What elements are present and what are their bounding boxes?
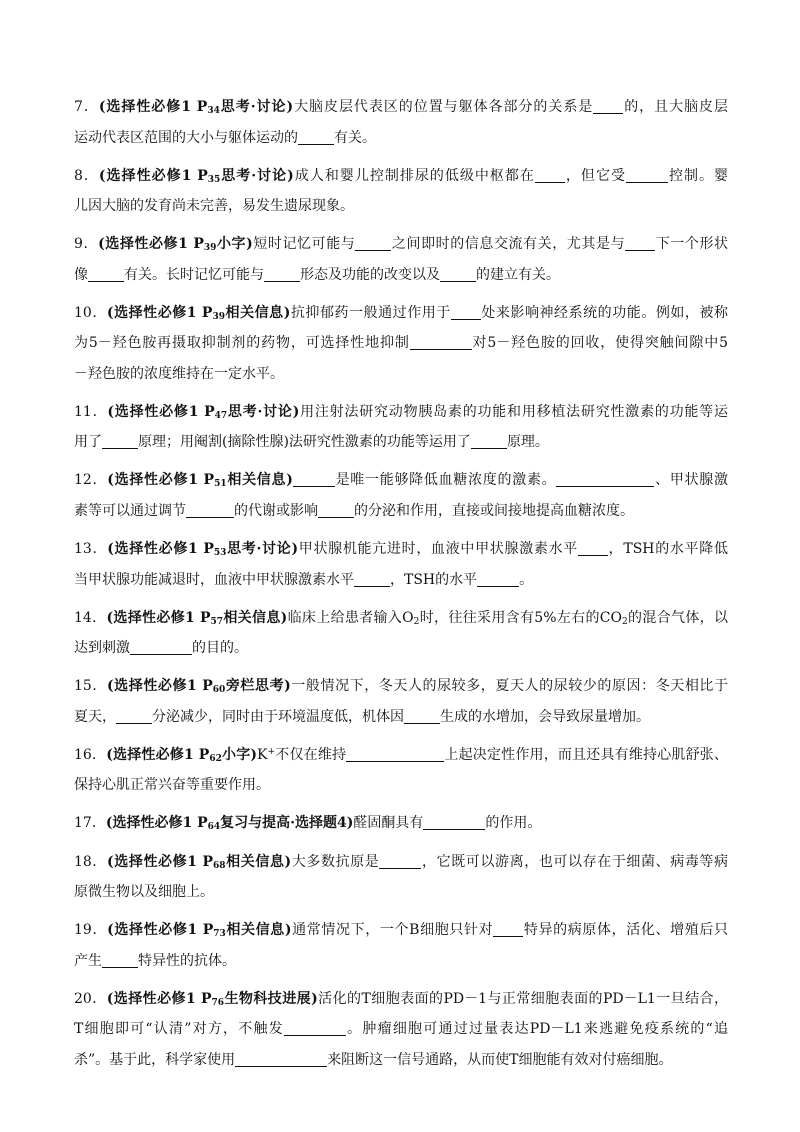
- question-number: 17．: [74, 815, 106, 832]
- question-number: 15．: [74, 678, 107, 695]
- fill-blank[interactable]: [578, 540, 608, 556]
- question-13: 13．(选择性必修1 $P_{53}$思考·讨论)甲状腺机能亢进时，血液中甲状腺激素水平 ，TSH的水平降低 当甲状腺功能减退时，血液中甲状腺激素水平 ，TSH的水平 。: [74, 541, 728, 588]
- question-source: (选择性必修1 $P_{35}$思考·讨论): [98, 167, 294, 185]
- fill-blank[interactable]: [556, 471, 654, 487]
- fill-blank[interactable]: [477, 571, 519, 587]
- question-number: 9．: [74, 236, 99, 253]
- question-number: 16．: [74, 746, 107, 763]
- fill-blank[interactable]: [130, 639, 192, 655]
- fill-blank[interactable]: [440, 266, 476, 282]
- fill-blank[interactable]: [493, 921, 523, 937]
- fill-blank[interactable]: [354, 571, 390, 587]
- question-source: (选择性必修1 $P_{57}$相关信息): [106, 609, 288, 627]
- fill-blank[interactable]: [235, 1051, 327, 1067]
- question-source: (选择性必修1 $P_{73}$相关信息): [107, 922, 292, 940]
- question-source: (选择性必修1 $P_{76}$生物科技进展): [106, 990, 318, 1008]
- fill-blank[interactable]: [186, 502, 234, 518]
- question-11: 11．(选择性必修1 $P_{47}$思考·讨论)用注射法研究动物胰岛素的功能和用移植法研究性激素的功能等运 用了 原理；用阉割(摘除性腺)法研究性激素的功能等运用了 原理。: [74, 403, 728, 451]
- fill-blank[interactable]: [626, 167, 668, 183]
- fill-blank[interactable]: [116, 708, 152, 724]
- fill-blank[interactable]: [410, 334, 472, 350]
- fill-blank[interactable]: [298, 129, 334, 145]
- question-source: (选择性必修1 $P_{39}$小字): [98, 236, 253, 254]
- fill-blank[interactable]: [451, 304, 481, 320]
- fill-blank[interactable]: [379, 853, 421, 869]
- fill-blank[interactable]: [593, 98, 623, 114]
- question-10: 10．(选择性必修1 $P_{39}$相关信息)抗抑郁药一般通过作用于 处来影响神经系统的功能。例如，被称 为5－羟色胺再摄取抑制剂的药物，可选择性地抑制 对5－羟色胺的回收，使得突触间隙中5 －羟色胺的浓度维持在一定水平。: [74, 304, 728, 382]
- question-8: 8．(选择性必修1 $P_{35}$思考·讨论)成人和婴儿控制排尿的低级中枢都在 ，但它受 控制。婴 儿因大脑的发育尚未完善，易发生遗尿现象。: [74, 167, 728, 215]
- fill-blank[interactable]: [535, 167, 565, 183]
- fill-blank[interactable]: [423, 814, 485, 830]
- question-number: 10．: [74, 304, 107, 321]
- fill-blank[interactable]: [625, 235, 655, 251]
- question-7: 7．(选择性必修1 $P_{34}$思考·讨论)大脑皮层代表区的位置与躯体各部分的关系是 的，且大脑皮层 运动代表区范围的大小与躯体运动的 有关。: [74, 99, 728, 146]
- fill-blank[interactable]: [88, 266, 124, 282]
- question-source: (选择性必修1 $P_{34}$思考·讨论): [98, 99, 294, 116]
- question-17: 17．(选择性必修1 $P_{64}$复习与提高·选择题4)醛固酮具有 的作用。: [74, 815, 542, 833]
- question-number: 18．: [74, 853, 108, 870]
- question-16: 16．(选择性必修1 $P_{62}$小字)K+不仅在维持 上起决定性作用，而且还具有维持心肌舒张、 保持心肌正常兴奋等重要作用。: [74, 746, 728, 794]
- fill-blank[interactable]: [355, 235, 391, 251]
- question-source: (选择性必修1 $P_{60}$旁栏思考): [106, 678, 291, 696]
- question-number: 8．: [74, 167, 99, 184]
- question-18: 18．(选择性必修1 $P_{68}$相关信息)大多数抗原是 ，它既可以游离，也可以存在于细菌、病毒等病 原微生物以及细胞上。: [74, 853, 728, 901]
- question-source: (选择性必修1 $P_{39}$相关信息): [106, 304, 291, 322]
- question-number: 13．: [74, 541, 108, 558]
- question-source: (选择性必修1 $P_{64}$复习与提高·选择题4): [105, 815, 354, 833]
- fill-blank[interactable]: [293, 471, 335, 487]
- question-number: 14．: [74, 609, 107, 626]
- question-number: 20．: [74, 990, 107, 1007]
- fill-blank[interactable]: [264, 266, 300, 282]
- fill-blank[interactable]: [102, 433, 138, 449]
- question-9: 9．(选择性必修1 $P_{39}$小字)短时记忆可能与 之间即时的信息交流有关，尤其是与 下一个形状 像 有关。长时记忆可能与 形态及功能的改变以及 的建立有关。: [74, 236, 728, 283]
- fill-blank[interactable]: [404, 708, 440, 724]
- fill-blank[interactable]: [346, 746, 444, 762]
- question-source: (选择性必修1 $P_{47}$思考·讨论): [107, 403, 300, 421]
- question-number: 11．: [74, 403, 108, 420]
- question-14: 14．(选择性必修1 $P_{57}$相关信息)临床上给患者输入$O_2$时，往往采用含有5%左右的$CO_2$的混合气体，以 达到刺激 的目的。: [74, 609, 728, 657]
- question-source: (选择性必修1 $P_{51}$相关信息): [107, 472, 293, 490]
- question-12: 12．(选择性必修1 $P_{51}$相关信息) 是唯一能够降低血糖浓度的激素。 、甲状腺激 素等可以通过调节 的代谢或影响 的分泌和作用，直接或间接地提高血糖浓度。: [74, 472, 728, 519]
- fill-blank[interactable]: [471, 433, 507, 449]
- question-number: 19．: [74, 922, 108, 939]
- question-number: 7．: [74, 99, 99, 115]
- question-19: 19．(选择性必修1 $P_{73}$相关信息)通常情况下，一个B细胞只针对 特异的病原体，活化、增殖后只 产生 特异性的抗体。: [74, 922, 728, 969]
- question-20: 20．(选择性必修1 $P_{76}$生物科技进展)活化的T细胞表面的PD－1与正常细胞表面的PD－L1一旦结合， T细胞即可“认清”对方，不触发 。肿瘤细胞可通过过量表达PD－L1来逃避免疫系统的“追 杀”。基于此，科学家使用 来阻断这一信号通路，从而使T细胞能有效对付癌细胞。: [74, 990, 728, 1068]
- question-source: (选择性必修1 $P_{68}$相关信息): [107, 853, 292, 871]
- worksheet-page: [74, 92, 728, 1083]
- question-source: (选择性必修1 $P_{53}$思考·讨论): [107, 541, 299, 559]
- question-15: 15．(选择性必修1 $P_{60}$旁栏思考)一般情况下，冬天人的尿较多，夏天人的尿较少的原因：冬天相比于 夏天， 分泌减少，同时由于环境温度低，机体因 生成的水增加，会导致尿量增加。: [74, 678, 728, 725]
- question-number: 12．: [74, 472, 108, 489]
- question-source: (选择性必修1 $P_{62}$小字): [106, 746, 258, 764]
- fill-blank[interactable]: [284, 1020, 346, 1036]
- fill-blank[interactable]: [102, 952, 138, 968]
- fill-blank[interactable]: [318, 502, 354, 518]
